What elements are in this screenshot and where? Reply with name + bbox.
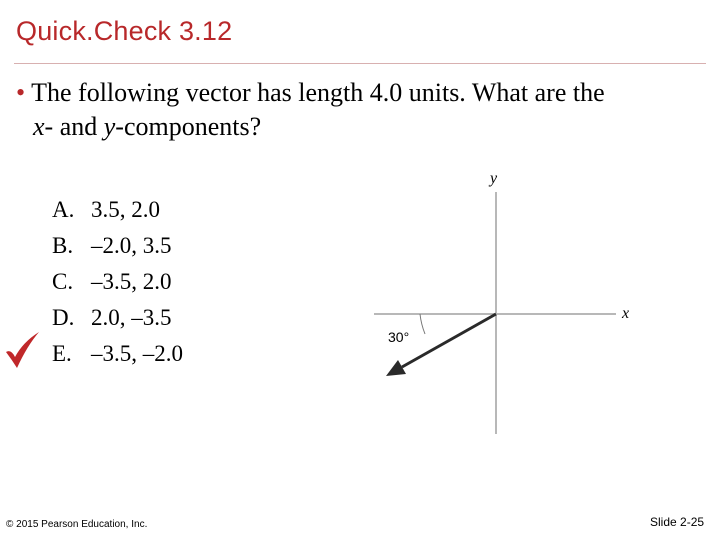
checkmark-shape bbox=[6, 332, 39, 368]
question-components: -components? bbox=[115, 112, 262, 141]
answer-choices bbox=[52, 192, 183, 372]
choice-letter: A. bbox=[52, 197, 75, 222]
question-and: - and bbox=[44, 112, 104, 141]
x-variable: x bbox=[33, 112, 45, 141]
checkmark-icon bbox=[3, 330, 43, 370]
choice-c[interactable] bbox=[52, 264, 183, 300]
vector-diagram bbox=[360, 160, 650, 440]
choice-text: –3.5, –2.0 bbox=[91, 341, 183, 366]
title-divider bbox=[14, 63, 706, 64]
choice-letter: E. bbox=[52, 341, 72, 366]
choice-text: –3.5, 2.0 bbox=[91, 269, 172, 294]
choice-letter: C. bbox=[52, 269, 74, 294]
vector-shaft bbox=[402, 314, 496, 367]
question-line-1: The following vector has length 4.0 units. What are the bbox=[31, 78, 605, 107]
choice-d[interactable] bbox=[52, 300, 183, 336]
choice-text: –2.0, 3.5 bbox=[91, 233, 172, 258]
copyright: © 2015 Pearson Education, Inc. bbox=[6, 519, 148, 530]
choice-letter: B. bbox=[52, 233, 74, 258]
y-axis-label: y bbox=[490, 170, 498, 187]
choice-letter: D. bbox=[52, 305, 75, 330]
angle-arc bbox=[420, 314, 425, 334]
choice-text: 2.0, –3.5 bbox=[91, 305, 172, 330]
choice-e[interactable] bbox=[52, 336, 183, 372]
choice-b[interactable] bbox=[52, 228, 183, 264]
x-axis-label: x bbox=[622, 305, 630, 322]
angle-label: 30° bbox=[388, 329, 410, 345]
choice-a[interactable] bbox=[52, 192, 183, 228]
slide-number: Slide 2-25 bbox=[650, 515, 705, 529]
bullet: • bbox=[16, 78, 26, 107]
slide-title: Quick.Check 3.12 bbox=[16, 16, 233, 46]
question-line-2 bbox=[16, 110, 696, 144]
question-text bbox=[16, 76, 696, 144]
choice-text: 3.5, 2.0 bbox=[91, 197, 160, 222]
y-variable: y bbox=[103, 112, 116, 141]
